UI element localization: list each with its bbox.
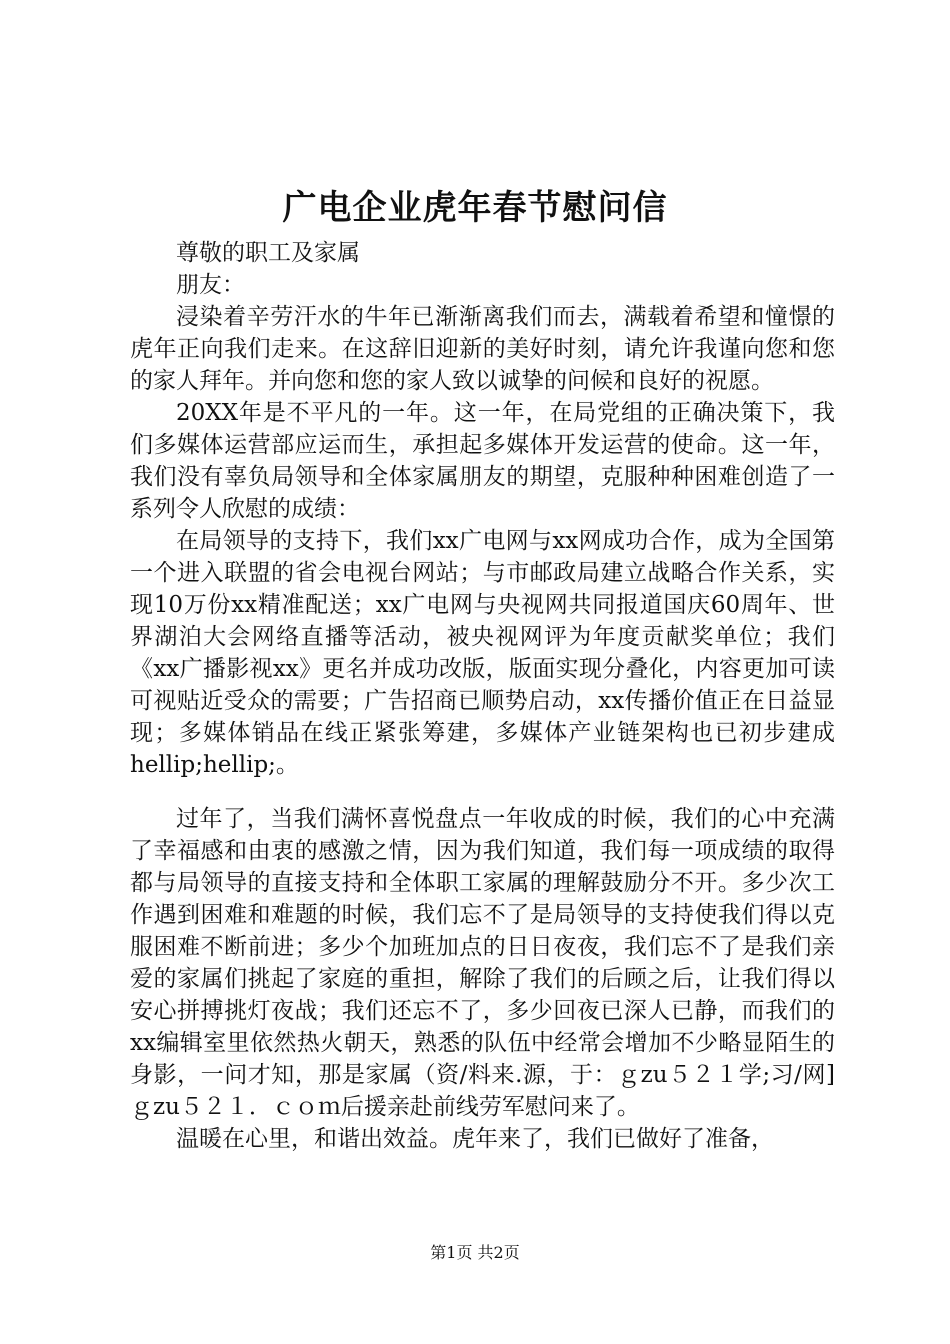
document-title: 广电企业虎年春节慰问信 <box>282 188 668 228</box>
letter-body <box>130 237 835 1155</box>
body-paragraph: 温暖在心里，和谐出效益。虎年来了，我们已做好了准备， <box>176 1126 774 1152</box>
salutation-line: 尊敬的职工及家属 <box>176 240 360 266</box>
body-paragraph: 浸染着辛劳汗水的牛年已渐渐离我们而去，满载着希望和憧憬的虎年正向我们走来。在这辞旧迎新的美好时刻，请允许我谨向您和您的家人拜年。并向您和您的家人致以诚挚的问候和良好的祝愿。 <box>130 304 835 394</box>
salutation-line: 朋友： <box>176 272 245 298</box>
body-paragraph: 在局领导的支持下，我们xx广电网与xx网成功合作，成为全国第一个进入联盟的省会电视台网站；与市邮政局建立战略合作关系，实现10万份xx精准配送；xx广电网与央视网共同报道国庆60周年、世界湖泊大会网络直播等活动，被央视网评为年度贡献奖单位；我们《xx广播影视xx》更名并成功改版，版面实现分叠化，内容更加可读可视贴近受众的需要；广告招商已顺势启动，xx传播价值正在日益显现；多媒体销品在线正紧张筹建，多媒体产业链架构也已初步建成hellip;hellip;。 <box>130 528 835 778</box>
page-number-footer: 第1页 共2页 <box>430 1243 520 1262</box>
body-paragraph: 20XX年是不平凡的一年。这一年，在局党组的正确决策下，我们多媒体运营部应运而生，承担起多媒体开发运营的使命。这一年，我们没有辜负局领导和全体家属朋友的期望，克服种种困难创造了一系列令人欣慰的成绩： <box>130 400 835 522</box>
body-paragraph: 过年了，当我们满怀喜悦盘点一年收成的时候，我们的心中充满了幸福感和由衷的感激之情，因为我们知道，我们每一项成绩的取得都与局领导的直接支持和全体职工家属的理解鼓励分不开。多少次工作遇到困难和难题的时候，我们忘不了是局领导的支持使我们得以克服困难不断前进；多少个加班加点的日日夜夜，我们忘不了是我们亲爱的家属们挑起了家庭的重担，解除了我们的后顾之后，让我们得以安心拼搏挑灯夜战；我们还忘不了，多少回夜已深人已静，而我们的xx编辑室里依然热火朝天，熟悉的队伍中经常会增加不少略显陌生的身影，一问才知，那是家属（资/料来.源，于：ｇzu５２１学;习/网]ｇzu５２１．ｃｏｍ后援亲赴前线劳军慰问来了。 <box>130 806 835 1120</box>
